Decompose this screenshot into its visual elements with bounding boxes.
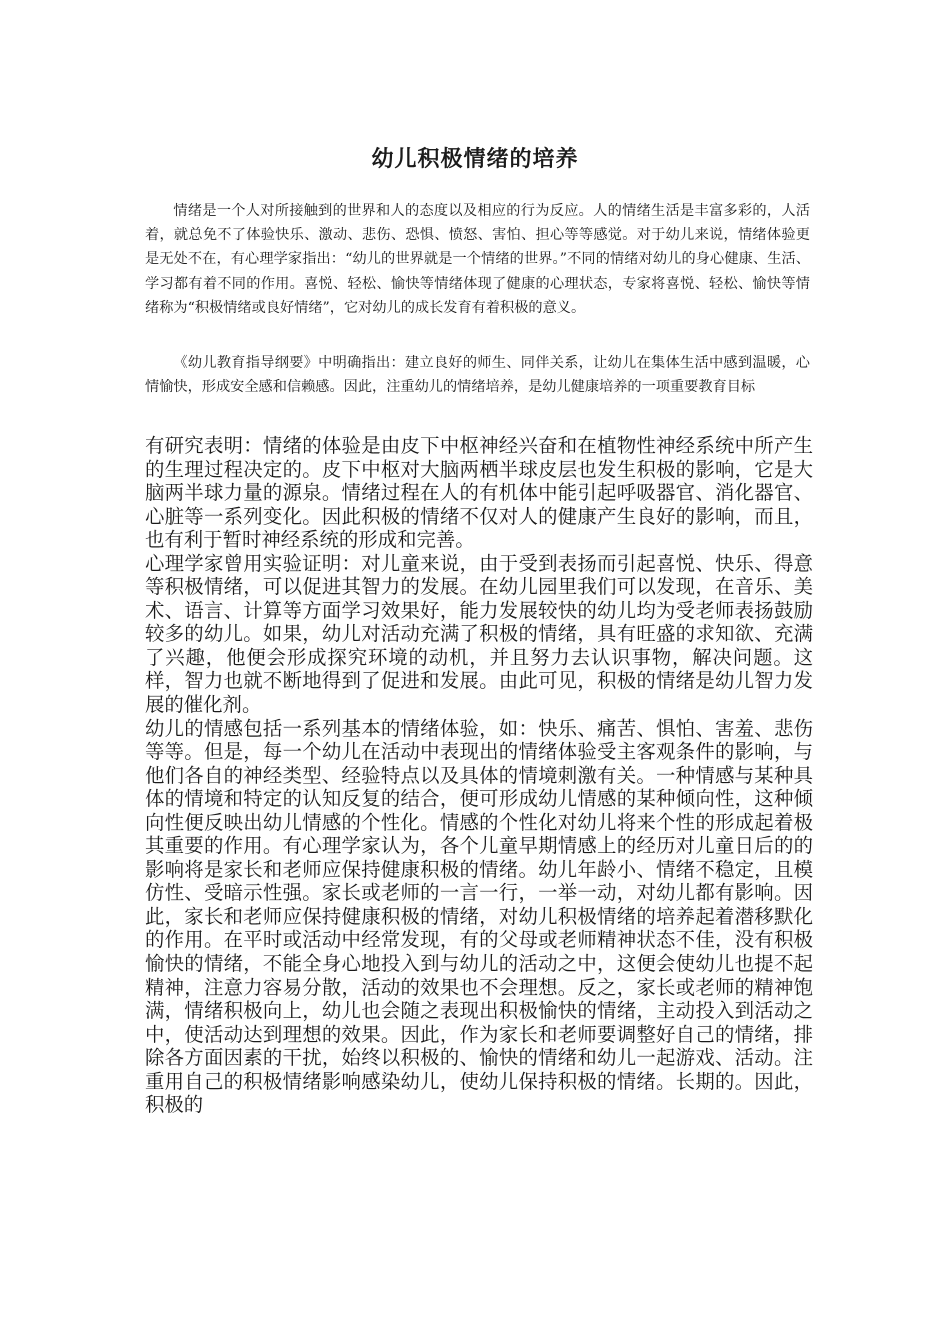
body-paragraph: 有研究表明：情绪的体验是由皮下中枢神经兴奋和在植物性神经系统中所产生的生理过程决定的。皮下中枢对大脑两栖半球皮层也发生积极的影响，它是大脑两半球力量的源泉。情绪过程在人的有机体中能引起呼吸器官、消化器官、心脏等一系列变化。因此积极的情绪不仅对人的健康产生良好的影响，而且，也有利于暂时神经系统的形成和完善。 <box>145 434 813 552</box>
body-paragraph: 幼儿的情感包括一系列基本的情绪体验，如：快乐、痛苦、惧怕、害羞、悲伤等等。但是，每一个幼儿在活动中表现出的情绪体验受主客观条件的影响，与他们各自的神经类型、经验特点以及具体的情境刺激有关。一种情感与某种具体的情境和特定的认知反复的结合，便可形成幼儿情感的某种倾向性，这种倾向性便反映出幼儿情感的个性化。情感的个性化对幼儿将来个性的形成起着极其重要的作用。有心理学家认为，各个儿童早期情感上的经历对儿童日后的的影响将是家长和老师应保持健康积极的情绪。幼儿年龄小、情绪不稳定，且模仿性、受暗示性强。家长或老师的一言一行，一举一动，对幼儿都有影响。因此，家长和老师应保持健康积极的情绪，对幼儿积极情绪的培养起着潜移默化的作用。在平时或活动中经常发现，有的父母或老师精神状态不佳，没有积极愉快的情绪，不能全身心地投入到与幼儿的活动之中，这便会使幼儿也提不起精神，注意力容易分散，活动的效果也不会理想。反之，家长或老师的精神饱满，情绪积极向上，幼儿也会随之表现出积极愉快的情绪，主动投入到活动之中，使活动达到理想的效果。因此，作为家长和老师要调整好自己的情绪，排除各方面因素的干扰，始终以积极的、愉快的情绪和幼儿一起游戏、活动。注重用自己的积极情绪影响感染幼儿，使幼儿保持积极的情绪。长期的。因此，积极的 <box>145 716 813 1117</box>
intro-paragraph: 《幼儿教育指导纲要》中明确指出：建立良好的师生、同伴关系，让幼儿在集体生活中感到温暖，心情愉快，形成安全感和信赖感。因此，注重幼儿的情绪培养，是幼儿健康培养的一项重要教育目标 <box>145 355 810 396</box>
intro-paragraph: 情绪是一个人对所接触到的世界和人的态度以及相应的行为反应。人的情绪生活是丰富多彩的，人活着，就总免不了体验快乐、激动、悲伤、恐惧、愤怒、害怕、担心等等感觉。对于幼儿来说，情绪体验更是无处不在，有心理学家指出：“幼儿的世界就是一个情绪的世界。”不同的情绪对幼儿的身心健康、生活、学习都有着不同的作用。喜悦、轻松、愉快等情绪体现了健康的心理状态，专家将喜悦、轻松、愉快等情绪称为“积极情绪或良好情绪”，它对幼儿的成长发育有着积极的意义。 <box>145 203 810 316</box>
document-title: 幼儿积极情绪的培养 <box>371 146 579 172</box>
body-paragraph: 心理学家曾用实验证明：对儿童来说，由于受到表扬而引起喜悦、快乐、得意等积极情绪，可以促进其智力的发展。在幼儿园里我们可以发现，在音乐、美术、语言、计算等方面学习效果好，能力发展较快的幼儿均为受老师表扬鼓励较多的幼儿。如果，幼儿对活动充满了积极的情绪，具有旺盛的求知欲、充满了兴趣，他便会形成探究环境的动机，并且努力去认识事物，解决问题。这样，智力也就不断地得到了促进和发展。由此可见，积极的情绪是幼儿智力发展的催化剂。 <box>145 551 813 717</box>
body-text <box>145 434 813 1117</box>
